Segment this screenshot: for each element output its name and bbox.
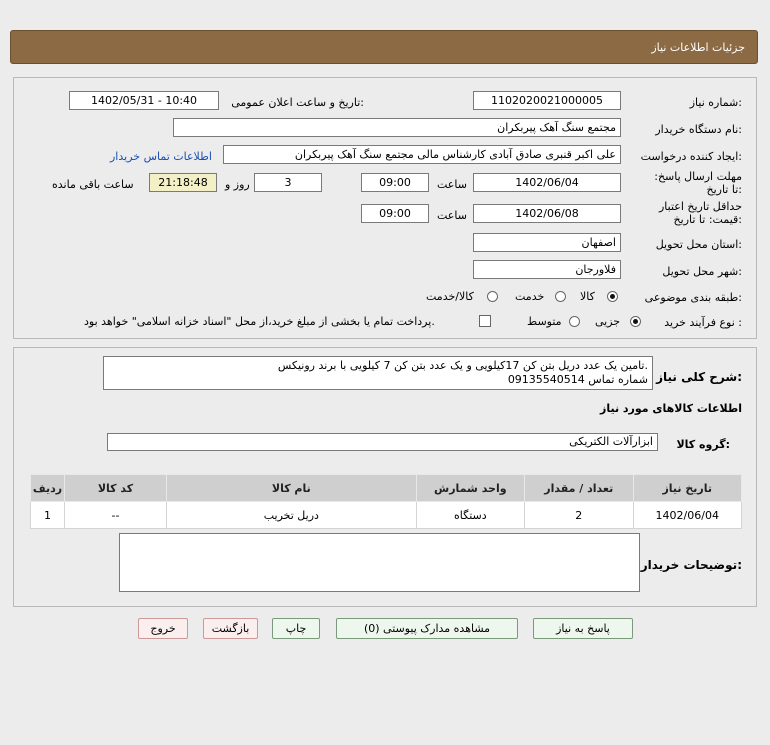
table-row xyxy=(31,502,742,529)
buyer-notes-box xyxy=(119,533,640,592)
goods-group-label: گروه کالا: xyxy=(676,438,730,451)
validity-time-field: 09:00 xyxy=(361,204,429,223)
province-field: اصفهان xyxy=(473,233,621,252)
page-title: جزئیات اطلاعات نیاز xyxy=(651,41,745,54)
category-label: طبقه بندی موضوعی: xyxy=(644,291,742,304)
need-number-field: 1102020021000005 xyxy=(473,91,621,110)
treasury-payment-note: پرداخت تمام یا بخشی از مبلغ خرید،از محل "اسناد خزانه اسلامی" خواهد بود. xyxy=(84,315,435,328)
province-label: استان محل تحویل: xyxy=(655,238,742,251)
summary-line-1: تامین یک عدد دریل بتن کن 17کیلویی و یک عدد بتن کن 7 کیلویی با برند رونیکس. xyxy=(277,359,648,372)
items-heading: اطلاعات کالاهای مورد نیاز xyxy=(600,402,742,415)
page-header xyxy=(10,30,758,64)
deadline-time-field: 09:00 xyxy=(361,173,429,192)
cell-code: -- xyxy=(64,502,166,529)
summary-box xyxy=(103,356,653,390)
summary-line-2: شماره تماس 09135540514 xyxy=(507,373,648,386)
validity-label: حداقل تاریخ اعتبار قیمت: تا تاریخ: xyxy=(658,200,742,226)
validity-time-label: ساعت xyxy=(437,209,467,222)
col-name: نام کالا xyxy=(167,475,417,502)
category-radio-service[interactable] xyxy=(555,291,566,302)
remaining-label: ساعت باقی مانده xyxy=(52,178,134,191)
buyer-contact-link[interactable]: اطلاعات تماس خریدار xyxy=(110,150,212,163)
creator-field: علی اکبر قنبری صادق آبادی کارشناس مالی مجتمع سنگ آهک پیربکران xyxy=(223,145,621,164)
summary-label: شرح کلی نیاز: xyxy=(656,370,742,384)
validity-date-field: 1402/06/08 xyxy=(473,204,621,223)
category-radio-goods-service[interactable] xyxy=(487,291,498,302)
exit-button[interactable]: خروج xyxy=(138,618,188,639)
days-field: 3 xyxy=(254,173,322,192)
need-number-label: شماره نیاز: xyxy=(689,96,742,109)
process-label: نوع فرآیند خرید : xyxy=(664,316,742,329)
deadline-label: مهلت ارسال پاسخ: تا تاریخ: xyxy=(654,170,742,196)
print-button[interactable]: چاپ xyxy=(272,618,320,639)
items-table-header xyxy=(31,475,742,502)
cell-qty: 2 xyxy=(525,502,633,529)
cell-date: 1402/06/04 xyxy=(633,502,742,529)
deadline-date-field: 1402/06/04 xyxy=(473,173,621,192)
category-option-service: خدمت xyxy=(515,290,545,303)
announce-field: 1402/05/31 - 10:40 xyxy=(69,91,219,110)
buyer-field: مجتمع سنگ آهک پیربکران xyxy=(173,118,621,137)
deadline-time-label: ساعت xyxy=(437,178,467,191)
announce-label: تاریخ و ساعت اعلان عمومی: xyxy=(231,96,364,109)
days-label: روز و xyxy=(225,178,250,191)
process-option-medium: متوسط xyxy=(527,315,562,328)
items-table xyxy=(30,474,742,529)
buyer-label: نام دستگاه خریدار: xyxy=(655,123,742,136)
back-button[interactable]: بازگشت xyxy=(203,618,258,639)
city-label: شهر محل تحویل: xyxy=(662,265,742,278)
col-unit: واحد شمارش xyxy=(416,475,524,502)
process-radio-partial[interactable] xyxy=(630,316,641,327)
category-option-goods: کالا xyxy=(580,290,595,303)
col-qty: تعداد / مقدار xyxy=(525,475,633,502)
cell-name: دریل تخریب xyxy=(167,502,417,529)
cell-row: 1 xyxy=(31,502,65,529)
view-documents-button[interactable]: مشاهده مدارک پیوستی (0) xyxy=(336,618,518,639)
category-radio-goods[interactable] xyxy=(607,291,618,302)
process-radio-medium[interactable] xyxy=(569,316,580,327)
col-code: کد کالا xyxy=(64,475,166,502)
treasury-payment-checkbox[interactable] xyxy=(479,315,491,327)
col-date: تاریخ نیاز xyxy=(633,475,742,502)
reply-button[interactable]: پاسخ به نیاز xyxy=(533,618,633,639)
goods-group-field: ابزارآلات الکتریکی xyxy=(107,433,658,451)
buyer-notes-label: توضیحات خریدار: xyxy=(640,558,742,572)
col-row: ردیف xyxy=(31,475,65,502)
cell-unit: دستگاه xyxy=(416,502,524,529)
creator-label: ایجاد کننده درخواست: xyxy=(640,150,742,163)
city-field: فلاورجان xyxy=(473,260,621,279)
category-option-goods-service: کالا/خدمت xyxy=(426,290,474,303)
process-option-partial: جزیی xyxy=(595,315,621,328)
remaining-time-field: 21:18:48 xyxy=(149,173,217,192)
